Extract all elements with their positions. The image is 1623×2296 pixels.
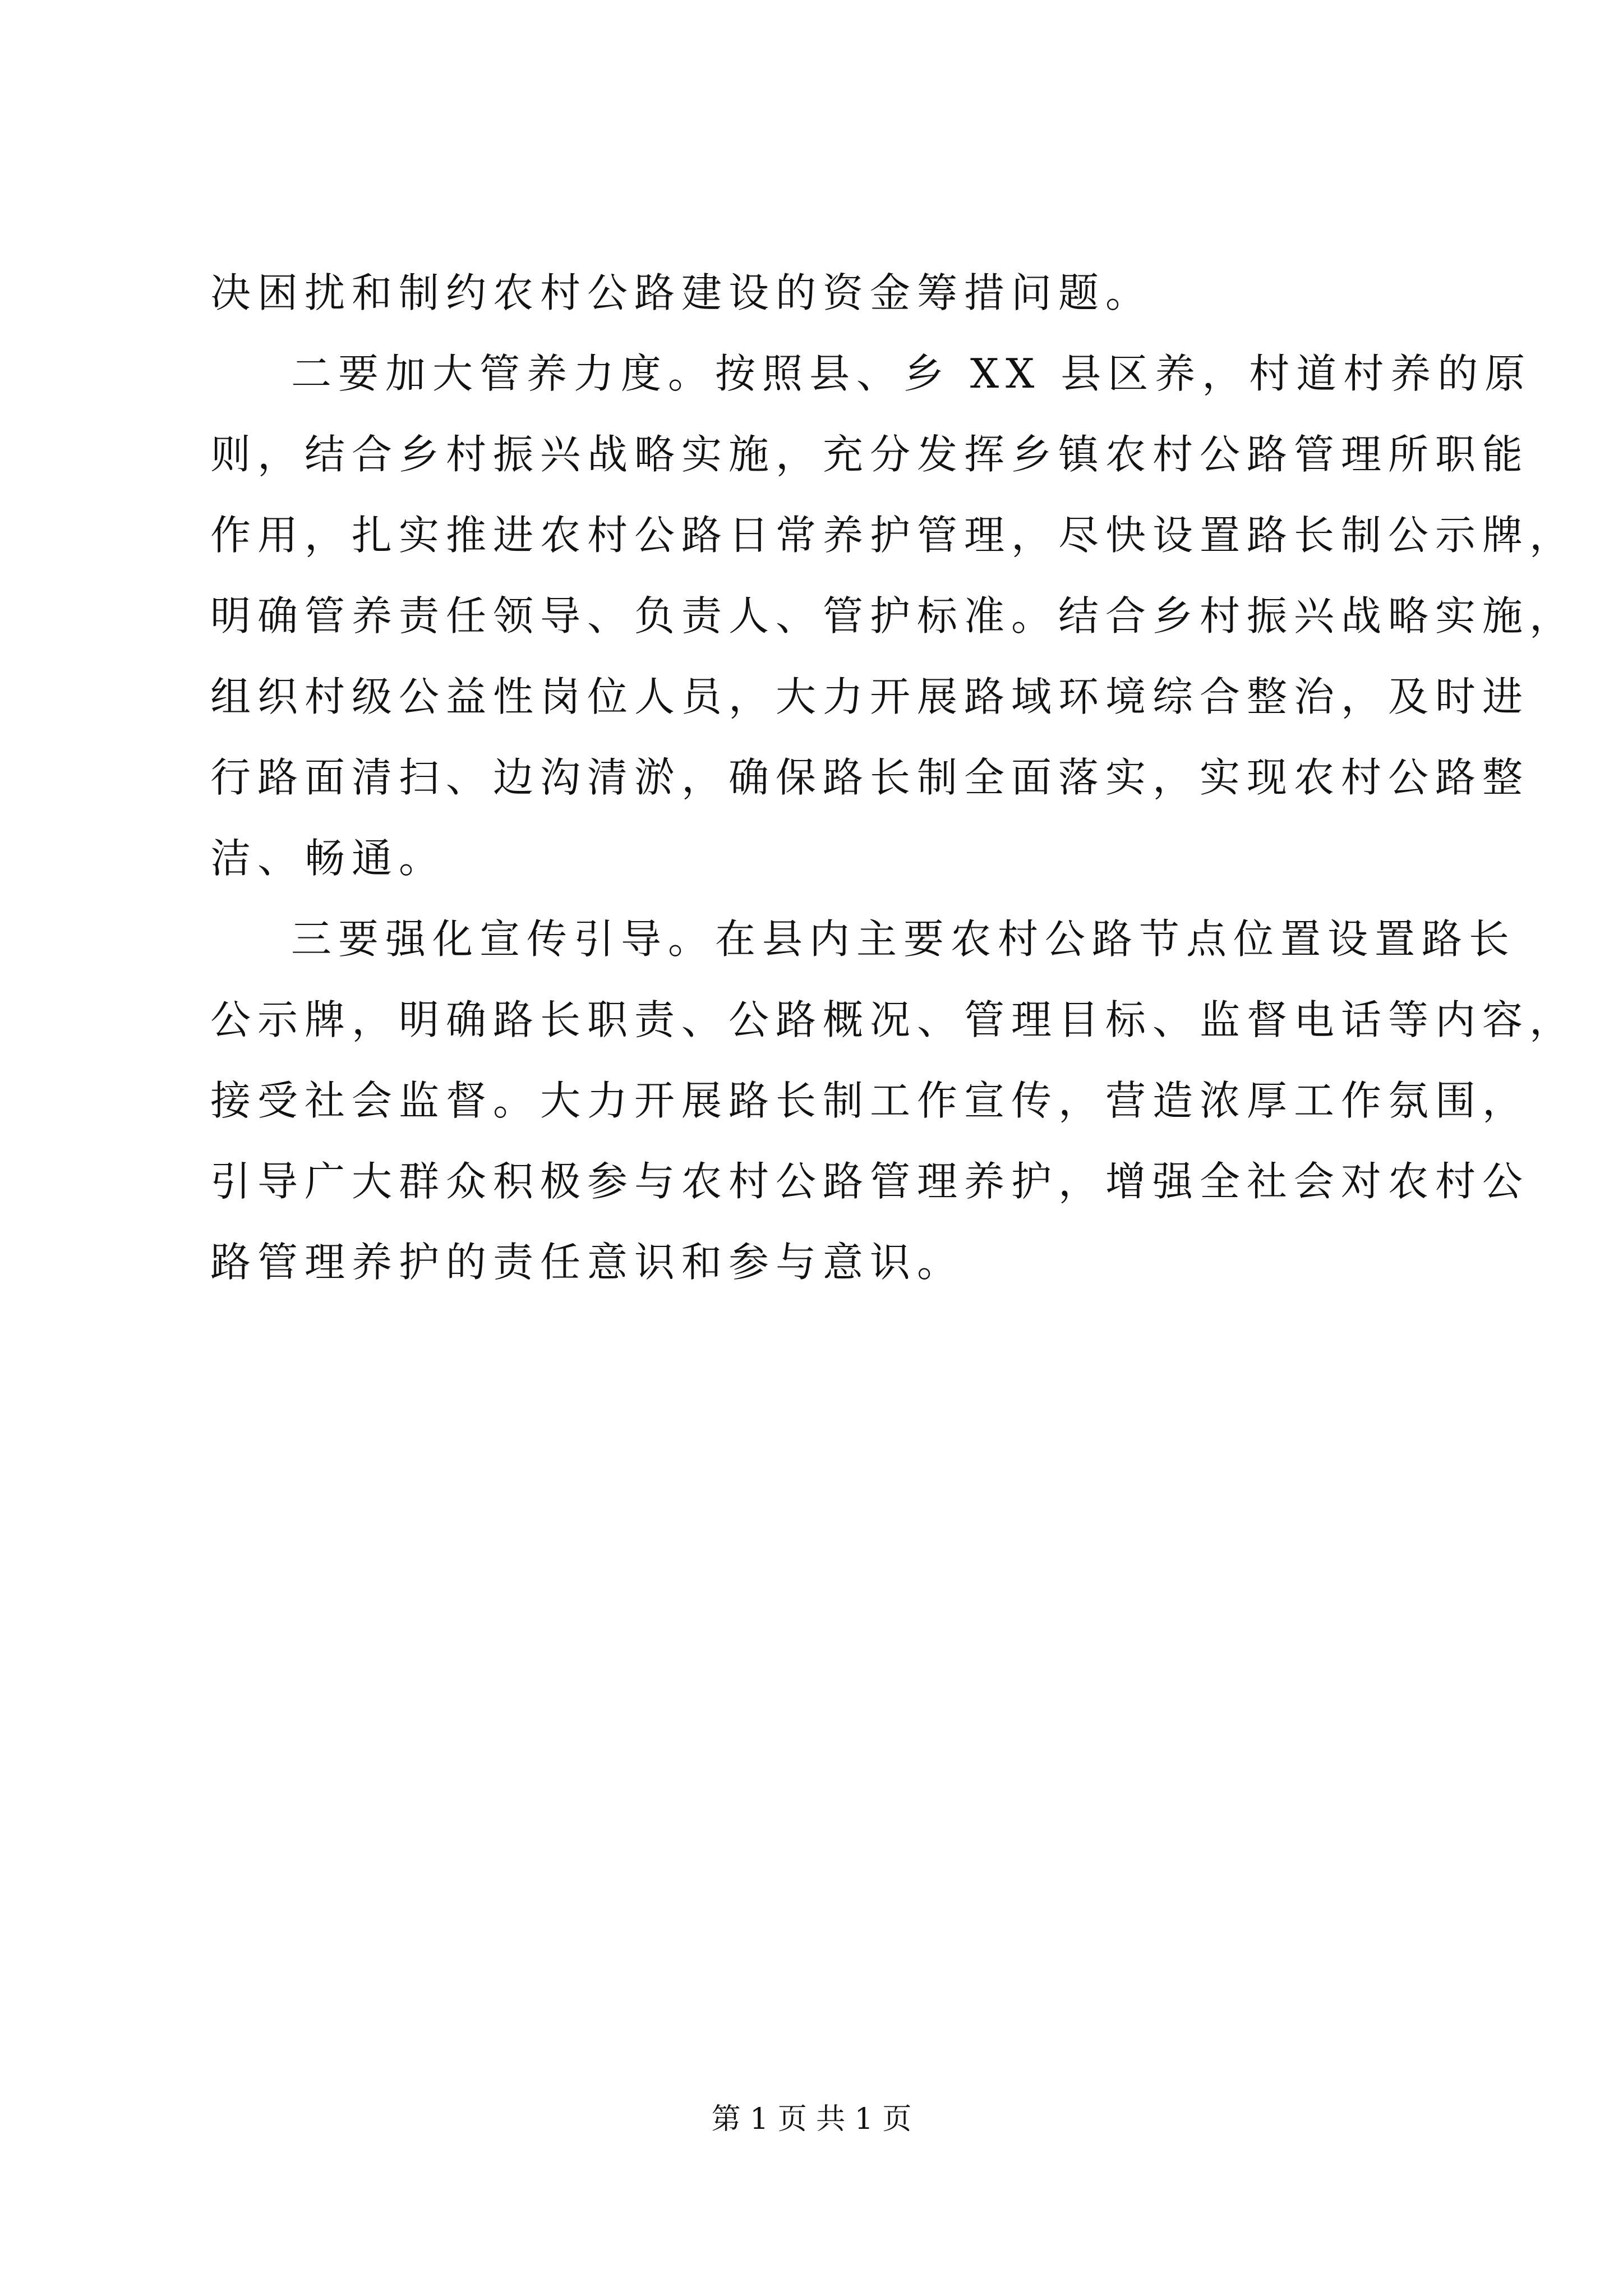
text-line: 路管理养护的责任意识和参与意识。 bbox=[210, 1239, 965, 1286]
text-line: 明确管养责任领导、负责人、管护标准。结合乡村振兴战略实施， bbox=[210, 592, 1577, 639]
paragraph-maintenance bbox=[210, 333, 1577, 899]
page-number-label: 第 1 页 共 1 页 bbox=[711, 2102, 912, 2136]
text-line: 洁、畅通。 bbox=[210, 835, 446, 882]
paragraph-continuation bbox=[210, 252, 1422, 333]
text-line: 三要强化宣传引导。在县内主要农村公路节点位置设置路长 bbox=[291, 915, 1516, 963]
text-line: 决困扰和制约农村公路建设的资金筹措问题。 bbox=[210, 269, 1153, 316]
text-line: 则，结合乡村振兴战略实施，充分发挥乡镇农村公路管理所职能 bbox=[210, 431, 1530, 478]
text-line: 作用，扎实推进农村公路日常养护管理，尽快设置路长制公示牌， bbox=[210, 512, 1577, 559]
text-line: 公示牌，明确路长职责、公路概况、管理目标、监督电话等内容， bbox=[210, 996, 1577, 1043]
text-line: 组织村级公益性岗位人员，大力开展路域环境综合整治，及时进 bbox=[210, 673, 1530, 720]
text-line: 二要加大管养力度。按照县、乡 XX 县区养，村道村养的原 bbox=[291, 350, 1532, 397]
page-footer bbox=[0, 2095, 1623, 2137]
text-line: 接受社会监督。大力开展路长制工作宣传，营造浓厚工作氛围， bbox=[210, 1077, 1530, 1124]
text-line: 行路面清扫、边沟清淤，确保路长制全面落实，实现农村公路整 bbox=[210, 754, 1530, 801]
paragraph-publicity bbox=[210, 899, 1577, 1303]
text-line: 引导广大群众积极参与农村公路管理养护，增强全社会对农村公 bbox=[210, 1158, 1530, 1205]
document-body bbox=[210, 252, 1577, 1303]
